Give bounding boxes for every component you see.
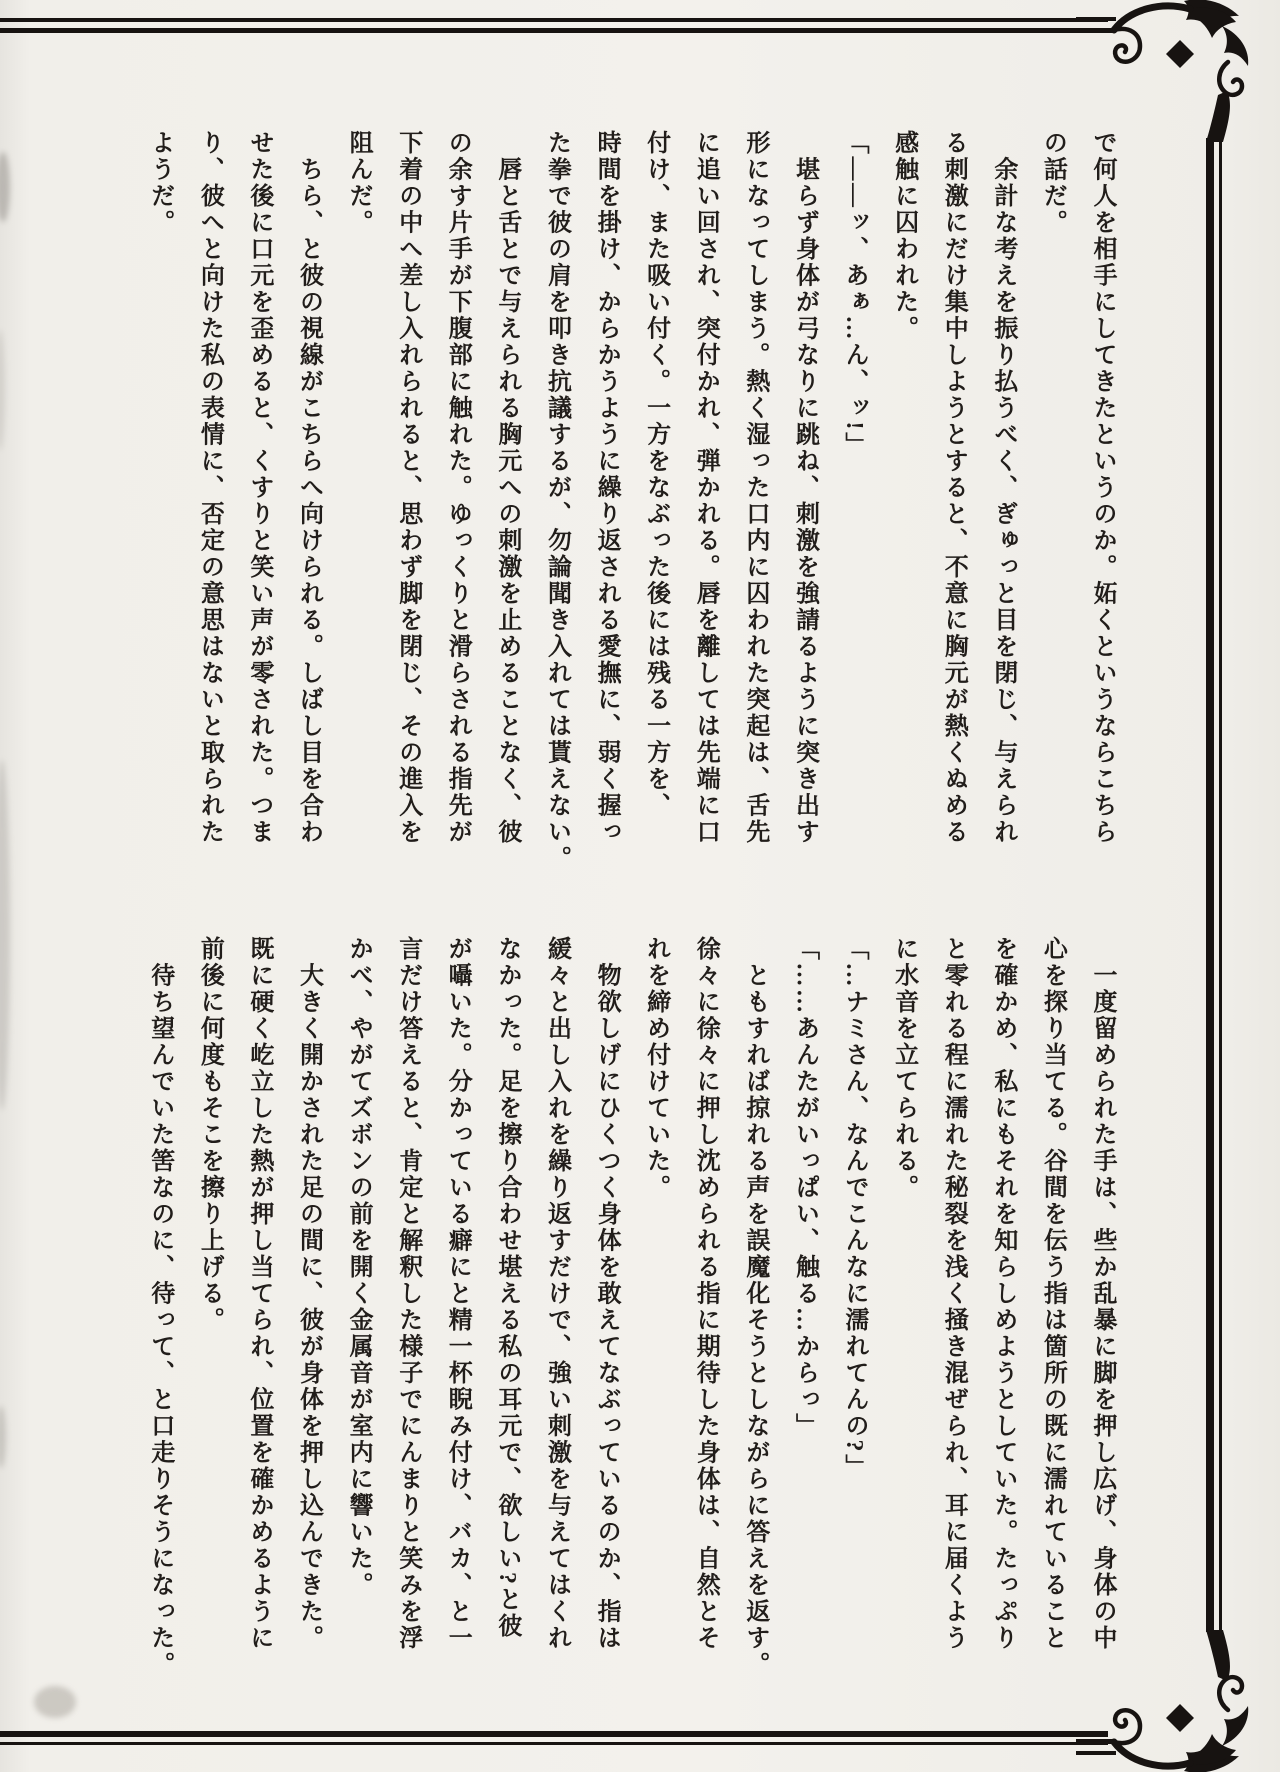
text-column: る刺激にだけ集中しようとすると、不意に胸元が熱くぬめる (940, 130, 967, 846)
corner-ornament-top-right (1076, 0, 1258, 142)
text-column: 心を探り当てる。谷間を伝う指は箇所の既に濡れていること (1039, 936, 1066, 1652)
text-column: 前後に何度もそこを擦り上げる。 (196, 936, 223, 1334)
right-border-rule-outer (1219, 138, 1222, 1632)
text-column: 阻んだ。 (345, 130, 372, 236)
text-column: 物欲しげにひくつく身体を敢えてなぶっているのか、指は (593, 936, 620, 1652)
text-column: た拳で彼の肩を叩き抗議するが、勿論聞き入れては貰えない。 (543, 130, 570, 872)
scan-smudge (34, 1686, 76, 1718)
text-column: 余計な考えを振り払うべく、ぎゅっと目を閉じ、与えられ (989, 130, 1016, 846)
scan-smudge (0, 760, 10, 1110)
text-column: 「…ナミさん、なんでこんなに濡れてんの?」 (841, 936, 868, 1481)
text-column: ちら、と彼の視線がこちらへ向けられる。しばし目を合わ (295, 130, 322, 846)
text-column: なかった。足を擦り合わせ堪える私の耳元で、欲しい?と彼 (493, 936, 520, 1640)
text-column: 付け、また吸い付く。一方をなぶった後には残る一方を、 (642, 130, 669, 819)
upper-text-block (132, 130, 1126, 906)
text-column: 下着の中へ差し入れられると、思わず脚を閉じ、その進入を (394, 130, 421, 846)
text-column: 一度留められた手は、些か乱暴に脚を押し広げ、身体の中 (1089, 936, 1115, 1652)
scan-smudge (0, 1406, 6, 1468)
text-column: 感触に囚われた。 (890, 130, 917, 342)
text-column: れを締め付けていた。 (642, 936, 669, 1201)
top-border-rule-outer (0, 18, 1108, 22)
bottom-border-rule-inner (0, 1731, 1108, 1737)
text-column: 堪らず身体が弓なりに跳ね、刺激を強請るように突き出す (791, 130, 818, 846)
right-border-rule-inner (1206, 138, 1214, 1632)
text-column: 既に硬く屹立した熱が押し当てられ、位置を確かめるように (245, 936, 272, 1652)
text-column: 待ち望んでいた筈なのに、待って、と口走りそうになった。 (146, 936, 173, 1678)
text-column: せた後に口元を歪めると、くすりと笑い声が零された。つま (245, 130, 272, 846)
text-column: 緩々と出し入れを繰り返すだけで、強い刺激を与えてはくれ (543, 936, 570, 1652)
text-column: の話だ。 (1039, 130, 1066, 236)
text-column: ようだ。 (146, 130, 173, 236)
bottom-border-rule-outer (0, 1742, 1108, 1745)
text-column: 大きく開かされた足の間に、彼が身体を押し込んできた。 (295, 936, 322, 1652)
top-border-rule-inner (0, 28, 1108, 33)
text-column: で何人を相手にしてきたというのか。妬くというならこちら (1089, 130, 1115, 846)
text-column: の余す片手が下腹部に触れた。ゆっくりと滑らされる指先が (444, 130, 471, 846)
text-column: 言だけ答えると、肯定と解釈した様子でにんまりと笑みを浮 (394, 936, 421, 1652)
text-column: 時間を掛け、からかうように繰り返される愛撫に、弱く握っ (593, 130, 620, 846)
scan-smudge (0, 330, 5, 450)
text-column: 徐々に徐々に押し沈められる指に期待した身体は、自然とそ (692, 936, 719, 1652)
text-column: と零れる程に濡れた秘裂を浅く掻き混ぜられ、耳に届くよう (940, 936, 967, 1652)
text-column: り、彼へと向けた私の表情に、否定の意思はないと取られた (196, 130, 223, 846)
text-column: ともすれば掠れる声を誤魔化そうとしながらに答えを返す。 (741, 936, 768, 1678)
text-column: 唇と舌とで与えられる胸元への刺激を止めることなく、彼 (493, 130, 520, 846)
text-column: を確かめ、私にもそれを知らしめようとしていた。たっぷり (989, 936, 1016, 1652)
text-column: 形になってしまう。熱く湿った口内に囚われた突起は、舌先 (741, 130, 768, 846)
text-column: 「……あんたがいっぱい、触る…からっ」 (791, 936, 818, 1440)
text-column: が囁いた。分かっている癖にと精一杯睨み付け、バカ、と一 (444, 936, 471, 1652)
scan-smudge (0, 152, 10, 222)
text-column: に追い回され、突付かれ、弾かれる。唇を離しては先端に口 (692, 130, 719, 846)
text-column: かべ、やがてズボンの前を開く金属音が室内に響いた。 (345, 936, 372, 1599)
text-column: 「――ッ、あぁ…ん、ッ!」 (841, 130, 868, 459)
lower-text-block (132, 936, 1126, 1712)
text-column: に水音を立てられる。 (890, 936, 917, 1201)
